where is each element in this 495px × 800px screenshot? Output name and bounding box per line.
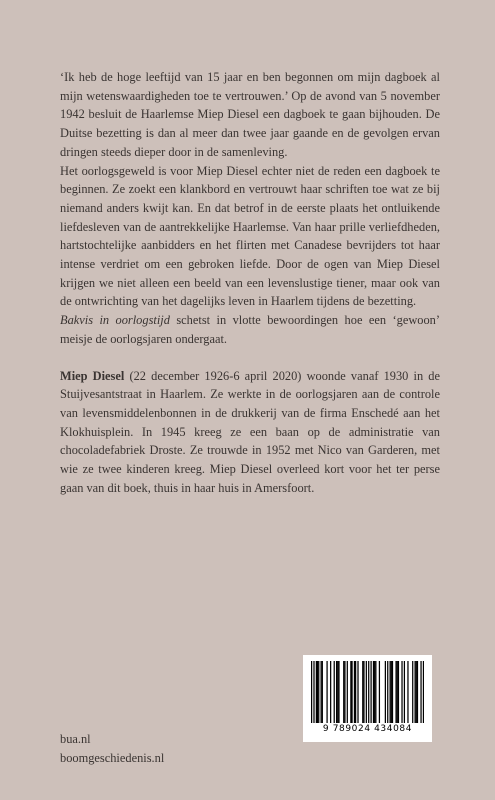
- barcode-bar: [311, 661, 312, 723]
- barcode-bar: [412, 661, 413, 723]
- barcode-bar: [366, 661, 367, 723]
- barcode-bar: [379, 661, 380, 723]
- barcode-bar: [363, 661, 364, 723]
- barcode-bar: [330, 661, 331, 723]
- barcode-bar: [390, 661, 391, 723]
- blurb-text: [60, 68, 440, 497]
- blurb-paragraph-3: [60, 311, 440, 348]
- barcode-bar: [417, 661, 418, 723]
- barcode-bar: [326, 661, 327, 723]
- barcode-bar: [357, 661, 358, 723]
- barcode-bar: [407, 661, 408, 723]
- barcode-bar: [385, 661, 386, 723]
- barcode-bar: [370, 661, 371, 723]
- barcode-bar: [362, 661, 363, 723]
- barcode-bar: [420, 661, 421, 723]
- barcode-bar: [401, 661, 402, 723]
- barcode-bar: [316, 661, 317, 723]
- barcode-bar: [398, 661, 399, 723]
- barcode-bar: [392, 661, 393, 723]
- barcode-bar: [317, 661, 318, 723]
- barcode-bar: [343, 661, 344, 723]
- barcode-bar: [334, 661, 335, 723]
- barcode-bar: [391, 661, 392, 723]
- barcode-bars: [311, 661, 424, 723]
- barcode-bar: [387, 661, 388, 723]
- barcode-bar: [351, 661, 352, 723]
- barcode-bar: [395, 661, 396, 723]
- barcode-bar: [321, 661, 322, 723]
- author-name: Miep Diesel: [60, 368, 125, 383]
- publisher-links: [60, 730, 164, 768]
- barcode-bar: [347, 661, 348, 723]
- barcode-bar: [416, 661, 417, 723]
- isbn-barcode: [303, 655, 432, 742]
- barcode-bar: [337, 661, 338, 723]
- barcode-bar: [354, 661, 355, 723]
- barcode-number: 9 789024 434084: [322, 724, 413, 734]
- author-bio-text: (22 december 1926-6 april 2020) woonde vanaf 1930 in de Stuijvesantstraat in Haarlem. Ze werkte in de oorlogsjaren aan de controle van levensmiddelenbonnen in de drukkerij van de firma Enschedé aan het Klokhuisplein. In 1945 kreeg ze een baan op de administratie van chocoladefabriek Droste. Ze trouwde in 1952 met Nico van Garderen, met wie ze twee kinderen kreeg. Miep Diesel overleed kort voor het ter perse gaan van dit boek, thuis in haar huis in Amersfoort.: [60, 368, 440, 495]
- barcode-bar: [336, 661, 337, 723]
- link-bua[interactable]: bua.nl: [60, 732, 91, 746]
- barcode-bar: [373, 661, 374, 723]
- barcode-bar: [397, 661, 398, 723]
- barcode-bar: [344, 661, 345, 723]
- barcode-bar: [338, 661, 339, 723]
- link-boomgeschiedenis[interactable]: boomgeschiedenis.nl: [60, 751, 165, 765]
- barcode-bar: [355, 661, 356, 723]
- blurb-paragraph-2: Het oorlogsgeweld is voor Miep Diesel echter niet de reden een dagboek te beginnen. Ze zoekt een klankbord en vertrouwt haar schriften toe wat ze bij niemand anders kwijt kan. En dat betrof in de eerste plaats het ontluikende liefdesleven van de aantrekkelijke Haarlemse. Van haar prille verliefdheden, hartstochtelijke aanbidders en het flirten met Canadese bevrijders tot haar intense verdriet om een gebroken liefde. Door de ogen van Miep Diesel krijgen we niet alleen een beeld van een levenslustige tiener, maar ook van de ontwrichting van het dagelijks leven in Haarlem tijdens de bezetting.: [60, 163, 440, 309]
- barcode-bar: [350, 661, 351, 723]
- barcode-bar: [374, 661, 375, 723]
- barcode-bar: [368, 661, 369, 723]
- blurb-paragraph-3-text: schetst in vlotte bewoordingen hoe een ‘gewoon’ meisje de oorlogsjaren ondergaat.: [60, 313, 440, 346]
- author-bio: [60, 367, 440, 498]
- barcode-bar: [404, 661, 405, 723]
- barcode-bar: [414, 661, 415, 723]
- book-title: Bakvis in oorlogstijd: [60, 313, 170, 328]
- barcode-bar: [318, 661, 319, 723]
- blurb-paragraph-1: ‘Ik heb de hoge leeftijd van 15 jaar en ben begonnen om mijn dagboek al mijn wetenswaardigheden toe te vertrouwen.’ Op de avond van 5 november 1942 besluit de Haarlemse Miep Diesel een dagboek te gaan bijhouden. De Duitse bezetting is dan al meer dan twee jaar gaande en de gevolgen ervan dringen steeds dieper door in de samenleving.: [60, 70, 440, 159]
- barcode-bar: [423, 661, 424, 723]
- barcode-bar: [322, 661, 323, 723]
- barcode-bar: [313, 661, 314, 723]
- barcode-bar: [375, 661, 376, 723]
